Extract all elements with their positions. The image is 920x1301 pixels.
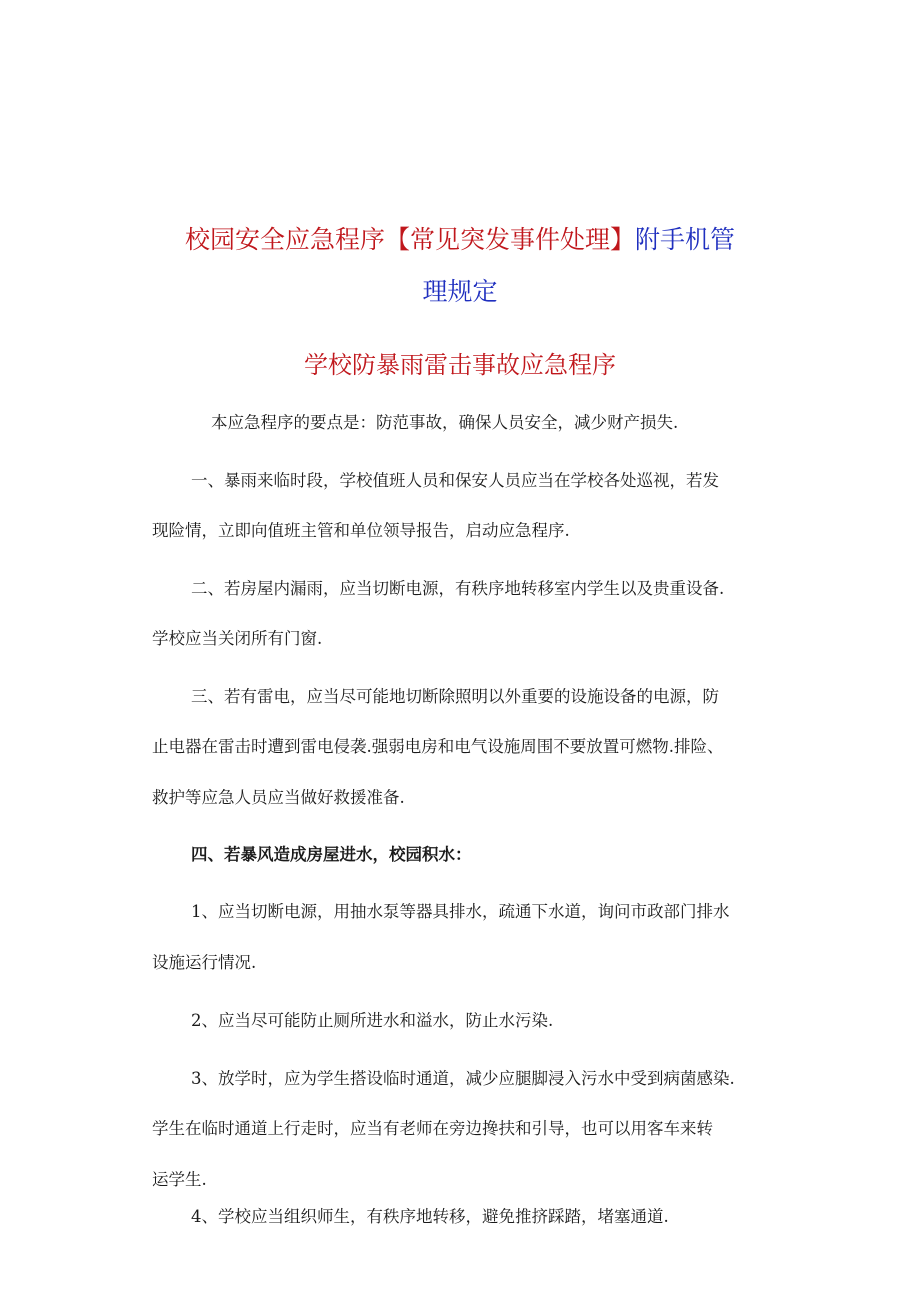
paragraph-2-line-2: 学校应当关闭所有门窗. (152, 629, 323, 648)
paragraph-2-line-1: 二、若房屋内漏雨，应当切断电源，有秩序地转移室内学生以及贵重设备. (191, 579, 725, 598)
section-title: 学校防暴雨雷击事故应急程序 (304, 351, 616, 379)
item-3-line-3: 运学生. (152, 1170, 207, 1189)
paragraph-3-line-1: 三、若有雷电，应当尽可能地切断除照明以外重要的设施设备的电源，防 (191, 687, 719, 706)
item-3-line-1: 3、放学时，应为学生搭设临时通道，减少应腿脚浸入污水中受到病菌感染. (191, 1069, 735, 1088)
paragraph-3-line-2: 止电器在雷击时遭到雷电侵袭.强弱电房和电气设施周围不要放置可燃物.排险、 (152, 737, 724, 756)
item-2: 2、应当尽可能防止厕所进水和溢水，防止水污染. (191, 1011, 554, 1030)
document-title-line-1 (0, 224, 920, 256)
paragraph-1-line-1: 一、暴雨来临时段，学校值班人员和保安人员应当在学校各处巡视，若发 (191, 471, 719, 490)
item-1-line-2: 设施运行情况. (152, 953, 257, 972)
item-3-line-2: 学生在临时通道上行走时，应当有老师在旁边搀扶和引导，也可以用客车来转 (152, 1119, 713, 1138)
title-red-part: 校园安全应急程序【常见突发事件处理】 (184, 225, 635, 254)
item-1-line-1: 1、应当切断电源，用抽水泵等器具排水，疏通下水道，询问市政部门排水 (191, 902, 730, 921)
item-4: 4、学校应当组织师生，有秩序地转移，避免推挤踩踏，堵塞通道. (191, 1207, 669, 1226)
document-title-line-2: 理规定 (422, 277, 498, 306)
paragraph-1-line-2: 现险情，立即向值班主管和单位领导报告，启动应急程序. (152, 521, 570, 540)
paragraph-intro: 本应急程序的要点是：防范事故，确保人员安全，减少财产损失. (211, 413, 679, 432)
paragraph-3-line-3: 救护等应急人员应当做好救援准备. (152, 788, 405, 807)
title-blue-part: 附手机管 (635, 225, 736, 254)
subheading-4: 四、若暴风造成房屋进水，校园积水： (191, 845, 472, 864)
